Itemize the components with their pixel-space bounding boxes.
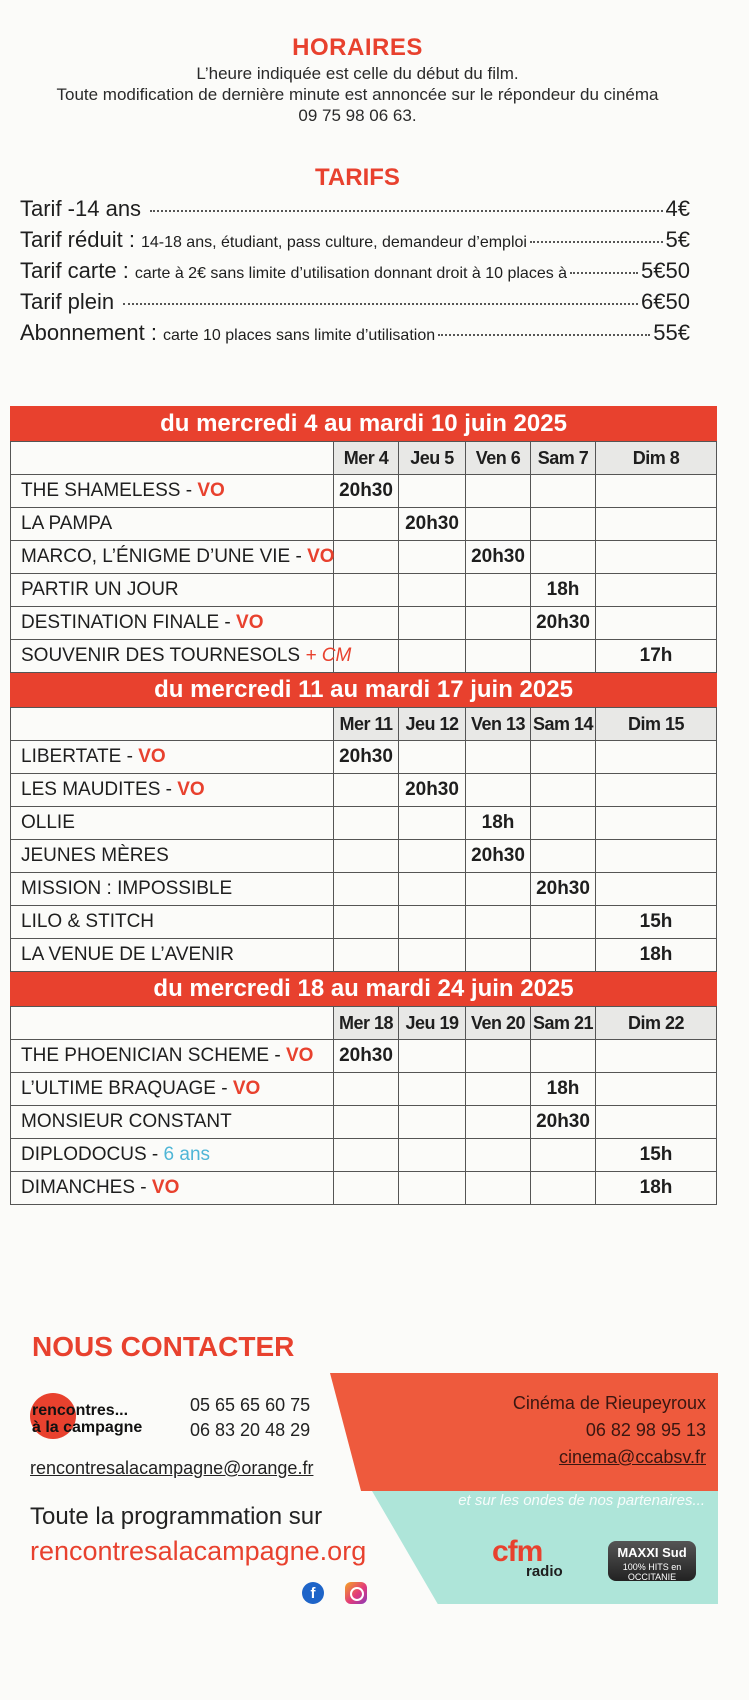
showtime-cell bbox=[334, 508, 399, 541]
film-title: SOUVENIR DES TOURNESOLS bbox=[21, 645, 306, 666]
showtime-cell bbox=[531, 541, 596, 574]
showtime-cell bbox=[399, 1172, 466, 1205]
film-row bbox=[11, 1073, 717, 1106]
film-title: DESTINATION FINALE - bbox=[21, 612, 237, 633]
film-title-cell bbox=[11, 807, 334, 840]
film-tag: 6 ans bbox=[163, 1144, 211, 1165]
film-title: MONSIEUR CONSTANT bbox=[21, 1111, 232, 1132]
showtime-cell bbox=[466, 640, 531, 673]
showtime-cell bbox=[531, 939, 596, 972]
cinema-name: Cinéma de Rieupeyroux bbox=[512, 1393, 706, 1413]
film-title: LA VENUE DE L’AVENIR bbox=[21, 944, 234, 965]
tarif-description: 14-18 ans, étudiant, pass culture, demandeur d’emploi bbox=[140, 234, 527, 251]
maxxi-logo-sub: 100% HITS en OCCITANIE bbox=[622, 1562, 682, 1582]
showtime-cell bbox=[334, 1139, 399, 1172]
tarif-description: carte à 2€ sans limite d’utilisation donnant droit à 10 places à bbox=[134, 265, 568, 282]
showtime-cell bbox=[399, 939, 466, 972]
showtime-cell bbox=[466, 1040, 531, 1073]
showtime-cell bbox=[399, 1040, 466, 1073]
tarif-price: 4€ bbox=[665, 196, 690, 221]
showtime-cell bbox=[399, 807, 466, 840]
week-title: du mercredi 18 au mardi 24 juin 2025 bbox=[11, 972, 717, 1007]
film-title: LIBERTATE - bbox=[21, 746, 139, 767]
showtime-cell bbox=[399, 640, 466, 673]
tarif-row bbox=[20, 258, 690, 289]
film-title-cell bbox=[11, 1040, 334, 1073]
film-title-cell bbox=[11, 1139, 334, 1172]
showtime-cell bbox=[596, 774, 717, 807]
film-title: LA PAMPA bbox=[21, 513, 113, 534]
cinema-email-link[interactable]: cinema@ccabsv.fr bbox=[559, 1447, 706, 1467]
film-row bbox=[11, 741, 717, 774]
programme-label: Toute la programmation sur bbox=[30, 1503, 323, 1530]
showtime-cell bbox=[399, 873, 466, 906]
showtime-cell bbox=[531, 774, 596, 807]
showtime-cell bbox=[399, 906, 466, 939]
showtime-cell bbox=[596, 607, 717, 640]
showtime-cell: 18h bbox=[531, 574, 596, 607]
day-header: Jeu 19 bbox=[399, 1007, 466, 1040]
film-title-cell bbox=[11, 574, 334, 607]
showtime-cell bbox=[596, 508, 717, 541]
showtime-cell: 15h bbox=[596, 906, 717, 939]
tarif-price: 55€ bbox=[653, 320, 690, 345]
days-header-row bbox=[11, 708, 717, 741]
showtime-cell bbox=[399, 607, 466, 640]
tarif-dot-leader bbox=[438, 334, 650, 336]
film-row bbox=[11, 607, 717, 640]
maxxi-logo-text: MAXXI Sud bbox=[617, 1545, 687, 1560]
showtime-cell bbox=[334, 574, 399, 607]
showtime-cell bbox=[531, 475, 596, 508]
week-title: du mercredi 11 au mardi 17 juin 2025 bbox=[11, 673, 717, 708]
showtime-cell: 20h30 bbox=[531, 607, 596, 640]
showtime-cell: 18h bbox=[596, 939, 717, 972]
film-tag: VO bbox=[285, 1045, 314, 1066]
showtime-cell bbox=[334, 1073, 399, 1106]
showtime-cell bbox=[531, 741, 596, 774]
showtime-cell bbox=[466, 939, 531, 972]
film-tag: VO bbox=[307, 546, 335, 567]
showtime-cell bbox=[531, 807, 596, 840]
showtime-cell bbox=[399, 741, 466, 774]
day-header: Ven 20 bbox=[466, 1007, 531, 1040]
tarif-description: carte 10 places sans limite d’utilisation bbox=[162, 327, 436, 344]
showtime-cell bbox=[334, 541, 399, 574]
showtime-cell bbox=[596, 741, 717, 774]
contact-email-link[interactable]: rencontresalacampagne@orange.fr bbox=[30, 1458, 314, 1478]
showtime-cell bbox=[466, 1172, 531, 1205]
week-header-row bbox=[11, 673, 717, 708]
showtime-cell bbox=[596, 475, 717, 508]
showtime-cell bbox=[399, 541, 466, 574]
day-header: Sam 7 bbox=[531, 442, 596, 475]
cfm-logo-text: cfm bbox=[492, 1535, 543, 1568]
showtime-cell bbox=[531, 906, 596, 939]
showtime-cell bbox=[596, 1040, 717, 1073]
schedule-table bbox=[10, 406, 717, 1205]
contact-phones bbox=[190, 1393, 310, 1443]
film-row bbox=[11, 1139, 717, 1172]
film-tag: VO bbox=[236, 612, 264, 633]
film-row bbox=[11, 1172, 717, 1205]
showtime-cell bbox=[596, 541, 717, 574]
showtime-cell bbox=[334, 939, 399, 972]
showtime-cell bbox=[466, 1139, 531, 1172]
days-header-blank bbox=[11, 1007, 334, 1040]
film-row bbox=[11, 1106, 717, 1139]
film-tag: VO bbox=[197, 480, 225, 501]
film-title-cell bbox=[11, 741, 334, 774]
day-header: Jeu 5 bbox=[399, 442, 466, 475]
film-title: LILO & STITCH bbox=[21, 911, 155, 932]
horaires-line1: L’heure indiquée est celle du début du film. bbox=[196, 64, 519, 83]
showtime-cell bbox=[399, 574, 466, 607]
showtime-cell bbox=[466, 574, 531, 607]
showtime-cell bbox=[596, 1106, 717, 1139]
showtime-cell: 20h30 bbox=[531, 1106, 596, 1139]
showtime-cell: 18h bbox=[466, 807, 531, 840]
horaires-section bbox=[0, 34, 715, 125]
showtime-cell bbox=[466, 774, 531, 807]
film-row bbox=[11, 475, 717, 508]
showtime-cell bbox=[466, 873, 531, 906]
rencontres-logo bbox=[30, 1393, 160, 1445]
film-title-cell bbox=[11, 1106, 334, 1139]
partners-label: et sur les ondes de nos partenaires... bbox=[458, 1492, 705, 1509]
week-title: du mercredi 4 au mardi 10 juin 2025 bbox=[11, 407, 717, 442]
film-row bbox=[11, 906, 717, 939]
showtime-cell bbox=[399, 1106, 466, 1139]
day-header: Jeu 12 bbox=[399, 708, 466, 741]
instagram-icon[interactable] bbox=[345, 1582, 367, 1604]
days-header-row bbox=[11, 1007, 717, 1040]
contact-phone-1: 05 65 65 60 75 bbox=[190, 1395, 311, 1415]
film-title-cell bbox=[11, 475, 334, 508]
day-header: Dim 8 bbox=[596, 442, 717, 475]
showtime-cell bbox=[466, 508, 531, 541]
showtime-cell: 15h bbox=[596, 1139, 717, 1172]
tarifs-title: TARIFS bbox=[315, 164, 400, 191]
tarif-name: Abonnement : bbox=[20, 320, 157, 345]
showtime-cell: 18h bbox=[531, 1073, 596, 1106]
film-title: MISSION : IMPOSSIBLE bbox=[21, 878, 233, 899]
film-title: THE SHAMELESS - bbox=[21, 480, 198, 501]
showtime-cell bbox=[334, 807, 399, 840]
showtime-cell bbox=[399, 840, 466, 873]
film-title-cell bbox=[11, 640, 352, 673]
film-title-cell bbox=[11, 607, 334, 640]
showtime-cell bbox=[466, 1073, 531, 1106]
showtime-cell bbox=[334, 906, 399, 939]
maxxi-sud-logo bbox=[608, 1541, 696, 1581]
film-title-cell bbox=[11, 1073, 334, 1106]
film-row bbox=[11, 640, 717, 673]
tarif-name: Tarif -14 ans bbox=[20, 196, 142, 221]
showtime-cell bbox=[531, 1040, 596, 1073]
day-header: Mer 4 bbox=[334, 442, 399, 475]
cinema-phone: 06 82 98 95 13 bbox=[585, 1420, 706, 1440]
horaires-line2: Toute modification de dernière minute est annoncée sur le répondeur du cinéma bbox=[56, 85, 659, 104]
showtime-cell: 20h30 bbox=[399, 774, 466, 807]
film-title-cell bbox=[11, 774, 334, 807]
film-row bbox=[11, 840, 717, 873]
tarifs-list bbox=[20, 196, 690, 351]
showtime-cell bbox=[596, 873, 717, 906]
film-title: LES MAUDITES - bbox=[21, 779, 178, 800]
showtime-cell: 20h30 bbox=[466, 840, 531, 873]
tarif-name: Tarif plein bbox=[20, 289, 115, 314]
film-row bbox=[11, 774, 717, 807]
showtime-cell: 20h30 bbox=[334, 741, 399, 774]
showtime-cell bbox=[531, 1139, 596, 1172]
showtime-cell bbox=[596, 840, 717, 873]
day-header: Dim 15 bbox=[596, 708, 717, 741]
cfm-logo-radio: radio bbox=[526, 1563, 563, 1580]
film-title: JEUNES MÈRES bbox=[21, 845, 169, 866]
showtime-cell bbox=[531, 508, 596, 541]
film-row bbox=[11, 508, 717, 541]
showtime-cell: 17h bbox=[596, 640, 717, 673]
facebook-icon[interactable]: f bbox=[302, 1582, 324, 1604]
film-row bbox=[11, 574, 717, 607]
showtime-cell bbox=[399, 1073, 466, 1106]
showtime-cell bbox=[531, 840, 596, 873]
film-row bbox=[11, 939, 717, 972]
film-row bbox=[11, 807, 717, 840]
film-tag: VO bbox=[151, 1177, 180, 1198]
showtime-cell bbox=[466, 475, 531, 508]
film-tag: + CM bbox=[305, 645, 352, 666]
day-header: Mer 11 bbox=[334, 708, 399, 741]
film-title: DIPLODOCUS - bbox=[21, 1144, 164, 1165]
showtime-cell bbox=[596, 1073, 717, 1106]
tarif-dot-leader bbox=[530, 241, 663, 243]
film-row bbox=[11, 541, 717, 574]
day-header: Sam 14 bbox=[531, 708, 596, 741]
showtime-cell bbox=[334, 840, 399, 873]
contact-phone-2: 06 83 20 48 29 bbox=[190, 1420, 311, 1440]
week-header-row bbox=[11, 407, 717, 442]
showtime-cell bbox=[466, 906, 531, 939]
days-header-blank bbox=[11, 442, 334, 475]
tarif-name: Tarif réduit : bbox=[20, 227, 135, 252]
showtime-cell: 20h30 bbox=[334, 475, 399, 508]
showtime-cell bbox=[596, 807, 717, 840]
showtime-cell: 20h30 bbox=[466, 541, 531, 574]
day-header: Dim 22 bbox=[596, 1007, 717, 1040]
days-header-row bbox=[11, 442, 717, 475]
showtime-cell: 18h bbox=[596, 1172, 717, 1205]
showtime-cell bbox=[334, 873, 399, 906]
film-title-cell bbox=[11, 1172, 334, 1205]
film-title-cell bbox=[11, 840, 334, 873]
day-header: Ven 13 bbox=[466, 708, 531, 741]
showtime-cell: 20h30 bbox=[399, 508, 466, 541]
horaires-phone: 09 75 98 06 63. bbox=[298, 106, 417, 125]
showtime-cell bbox=[531, 1172, 596, 1205]
film-title-cell bbox=[11, 939, 334, 972]
logo-text-line1: rencontres... bbox=[32, 1402, 129, 1419]
showtime-cell: 20h30 bbox=[531, 873, 596, 906]
horaires-title: HORAIRES bbox=[292, 34, 423, 61]
tarif-row bbox=[20, 320, 690, 351]
film-row bbox=[11, 1040, 717, 1073]
cfm-radio-logo bbox=[492, 1535, 582, 1585]
logo-text-line2: à la campagne bbox=[32, 1419, 143, 1436]
showtime-cell bbox=[466, 1106, 531, 1139]
tarif-dot-leader bbox=[570, 272, 638, 274]
film-title-cell bbox=[11, 873, 334, 906]
cinema-info bbox=[440, 1390, 706, 1471]
film-title: OLLIE bbox=[21, 812, 75, 833]
days-header-blank bbox=[11, 708, 334, 741]
tarif-price: 5€ bbox=[665, 227, 690, 252]
film-tag: VO bbox=[177, 779, 205, 800]
week-header-row bbox=[11, 972, 717, 1007]
showtime-cell bbox=[466, 741, 531, 774]
film-title-cell bbox=[11, 508, 334, 541]
film-title: THE PHOENICIAN SCHEME - bbox=[21, 1045, 286, 1066]
tarif-row bbox=[20, 227, 690, 258]
day-header: Sam 21 bbox=[531, 1007, 596, 1040]
day-header: Ven 6 bbox=[466, 442, 531, 475]
showtime-cell bbox=[334, 1106, 399, 1139]
showtime-cell bbox=[466, 607, 531, 640]
showtime-cell bbox=[596, 574, 717, 607]
day-header: Mer 18 bbox=[334, 1007, 399, 1040]
film-title: MARCO, L’ÉNIGME D’UNE VIE - bbox=[21, 546, 308, 567]
showtime-cell bbox=[399, 1139, 466, 1172]
film-tag: VO bbox=[232, 1078, 261, 1099]
programme-website-link[interactable]: rencontresalacampagne.org bbox=[30, 1536, 367, 1566]
showtime-cell: 20h30 bbox=[334, 1040, 399, 1073]
tarif-row bbox=[20, 196, 690, 227]
film-tag: VO bbox=[138, 746, 166, 767]
showtime-cell bbox=[531, 640, 596, 673]
film-title-cell bbox=[11, 541, 334, 574]
tarif-row bbox=[20, 289, 690, 320]
showtime-cell bbox=[334, 607, 399, 640]
film-row bbox=[11, 873, 717, 906]
contact-title: NOUS CONTACTER bbox=[32, 1331, 295, 1362]
tarif-dot-leader bbox=[150, 210, 662, 212]
film-title: PARTIR UN JOUR bbox=[21, 579, 179, 600]
showtime-cell bbox=[334, 774, 399, 807]
tarif-dot-leader bbox=[123, 303, 638, 305]
film-title-cell bbox=[11, 906, 334, 939]
tarif-price: 5€50 bbox=[641, 258, 690, 283]
film-title: L’ULTIME BRAQUAGE - bbox=[21, 1078, 233, 1099]
film-title: DIMANCHES - bbox=[21, 1177, 152, 1198]
showtime-cell bbox=[334, 1172, 399, 1205]
tarif-name: Tarif carte : bbox=[20, 258, 129, 283]
tarif-price: 6€50 bbox=[641, 289, 690, 314]
showtime-cell bbox=[399, 475, 466, 508]
